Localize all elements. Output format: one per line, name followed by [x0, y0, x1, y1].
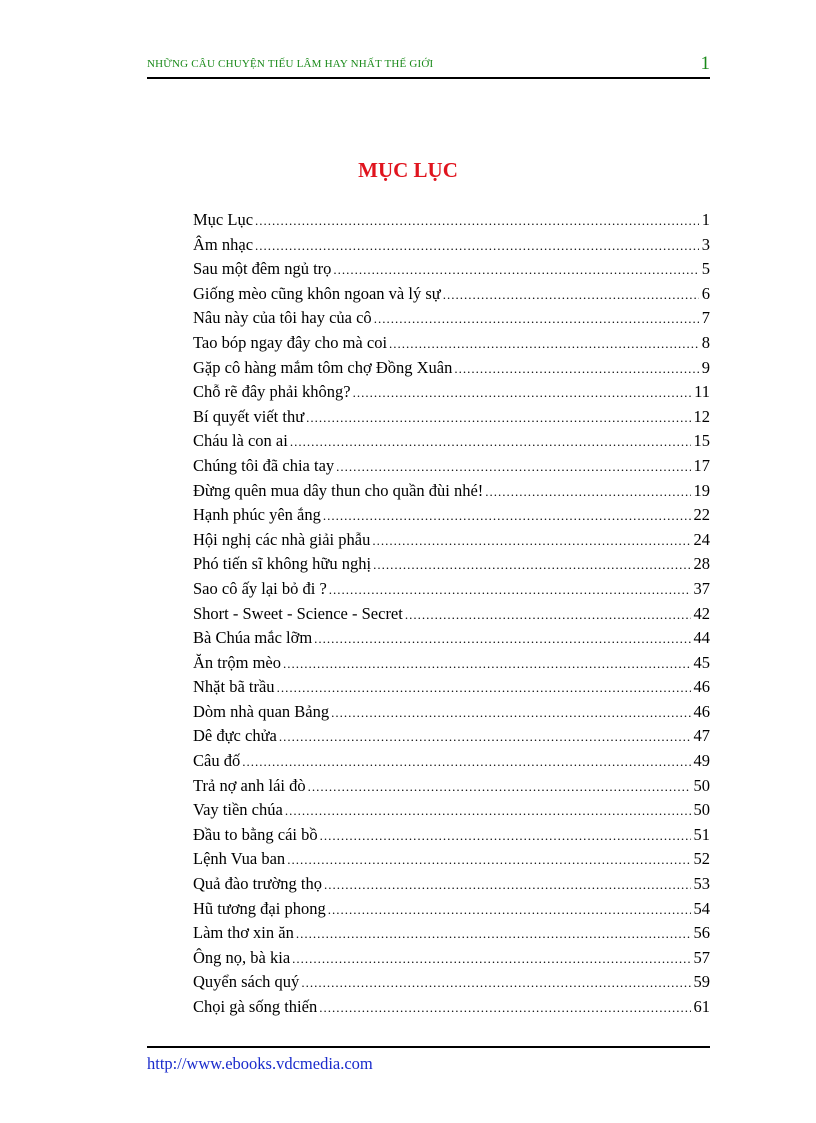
toc-entry[interactable]: [193, 284, 710, 309]
toc-entry-page: 17: [693, 455, 710, 475]
toc-entry[interactable]: [193, 456, 710, 481]
toc-entry-label: Quả đào trường thọ: [193, 874, 323, 894]
toc-entry-label: Hạnh phúc yên ắng: [193, 505, 321, 525]
toc-entry-label: Dê đực chửa: [193, 726, 277, 746]
toc-entry-label: Ông nọ, bà kia: [193, 947, 291, 967]
toc-entry-page: 56: [693, 923, 710, 943]
toc-entry[interactable]: [193, 948, 710, 973]
toc-entry-label: Cháu là con ai: [193, 431, 288, 451]
toc-entry-label: Đầu to bằng cái bồ: [193, 824, 318, 844]
toc-entry[interactable]: [193, 997, 710, 1022]
toc-entry-label: Bà Chúa mắc lỡm: [193, 628, 313, 648]
toc-entry-label: Gặp cô hàng mắm tôm chợ Đồng Xuân: [193, 357, 453, 377]
toc-entry-page: 45: [693, 652, 710, 672]
toc-entry-page: 46: [693, 677, 710, 697]
dot-leader: [255, 238, 699, 254]
dot-leader: [283, 656, 691, 672]
toc-entry[interactable]: [193, 653, 710, 678]
toc-entry-label: Tao bóp ngay đây cho mà coi: [193, 332, 388, 352]
toc-entry-label: Dòm nhà quan Bảng: [193, 701, 330, 721]
toc-entry-label: Đừng quên mua dây thun cho quần đùi nhé!: [193, 480, 484, 500]
website-link[interactable]: http://www.ebooks.vdcmedia.com: [147, 1054, 373, 1073]
page-footer: [147, 1046, 710, 1073]
toc-entry[interactable]: [193, 849, 710, 874]
toc-entry-label: Sao cô ấy lại bỏ đi ?: [193, 578, 327, 598]
toc-entry-label: Chọi gà sống thiến: [193, 997, 318, 1016]
dot-leader: [290, 434, 691, 450]
dot-leader: [329, 582, 691, 598]
book-title: NHỮNG CÂU CHUYỆN TIẾU LÂM HAY NHẤT THẾ GIỚI: [147, 58, 434, 70]
toc-entry[interactable]: [193, 210, 710, 235]
dot-leader: [277, 680, 691, 696]
toc-entry-page: 53: [693, 874, 710, 894]
toc-entry[interactable]: [193, 579, 710, 604]
toc-entry-label: Vay tiền chúa: [193, 800, 283, 820]
toc-entry-label: Hũ tương đại phong: [193, 898, 326, 918]
toc-entry-page: 47: [693, 726, 710, 746]
toc-entry[interactable]: [193, 628, 710, 653]
toc-entry-page: 37: [693, 578, 710, 598]
toc-entry-page: 15: [693, 431, 710, 451]
toc-entry[interactable]: [193, 972, 710, 997]
table-of-contents: [193, 210, 710, 1022]
toc-entry-page: 57: [693, 947, 710, 967]
toc-entry-page: 46: [693, 701, 710, 721]
toc-heading: MỤC LỤC: [358, 158, 458, 182]
toc-entry-label: Nâu này của tôi hay của cô: [193, 308, 372, 328]
toc-entry[interactable]: [193, 358, 710, 383]
dot-leader: [389, 336, 699, 352]
toc-entry-page: 54: [693, 898, 710, 918]
toc-entry-page: 1: [701, 210, 710, 229]
toc-entry-page: 24: [693, 529, 710, 549]
toc-entry-page: 50: [693, 775, 710, 795]
toc-entry-label: Hội nghị các nhà giải phẫu: [193, 529, 371, 549]
dot-leader: [301, 975, 690, 991]
toc-entry-page: 28: [693, 554, 710, 574]
toc-entry-page: 22: [693, 505, 710, 525]
toc-entry-label: Mục Lục: [193, 210, 254, 229]
toc-entry-label: Short - Sweet - Science - Secret: [193, 603, 403, 623]
toc-entry-label: Phó tiến sĩ không hữu nghị: [193, 554, 372, 574]
toc-entry-page: 61: [693, 997, 710, 1016]
toc-entry-label: Chúng tôi đã chia tay: [193, 455, 335, 475]
dot-leader: [285, 803, 691, 819]
toc-entry-page: 8: [701, 332, 710, 352]
dot-leader: [405, 607, 691, 623]
toc-entry-label: Trả nợ anh lái đò: [193, 775, 306, 795]
dot-leader: [296, 926, 691, 942]
toc-entry-page: 9: [701, 357, 710, 377]
toc-entry[interactable]: [193, 702, 710, 727]
toc-entry[interactable]: [193, 751, 710, 776]
toc-entry-label: Ăn trộm mèo: [193, 652, 281, 672]
dot-leader: [287, 852, 690, 868]
dot-leader: [353, 385, 691, 401]
toc-entry-label: Câu đố: [193, 751, 241, 771]
dot-leader: [331, 705, 690, 721]
page-header: [147, 55, 710, 79]
toc-entry-page: 50: [693, 800, 710, 820]
toc-entry[interactable]: [193, 505, 710, 530]
toc-entry-page: 11: [694, 382, 710, 402]
toc-entry[interactable]: [193, 776, 710, 801]
dot-leader: [454, 361, 698, 377]
dot-leader: [374, 311, 699, 327]
toc-entry[interactable]: [193, 259, 710, 284]
toc-entry[interactable]: [193, 235, 710, 260]
toc-entry[interactable]: [193, 431, 710, 456]
toc-entry[interactable]: [193, 604, 710, 629]
toc-entry[interactable]: [193, 554, 710, 579]
toc-entry-page: 19: [693, 480, 710, 500]
toc-entry-page: 59: [693, 972, 710, 992]
toc-entry-label: Lệnh Vua ban: [193, 849, 286, 869]
toc-entry[interactable]: [193, 800, 710, 825]
toc-entry-page: 52: [693, 849, 710, 869]
toc-entry-page: 5: [701, 259, 710, 279]
toc-entry-page: 12: [693, 406, 710, 426]
dot-leader: [323, 508, 691, 524]
toc-entry-page: 42: [693, 603, 710, 623]
toc-entry[interactable]: [193, 874, 710, 899]
toc-entry-page: 49: [693, 751, 710, 771]
page-number: 1: [700, 53, 710, 74]
toc-entry[interactable]: [193, 899, 710, 924]
toc-entry-label: Chỗ rẽ đây phải không?: [193, 382, 351, 402]
dot-leader: [306, 410, 690, 426]
dot-leader: [333, 262, 698, 278]
toc-entry[interactable]: [193, 308, 710, 333]
toc-entry[interactable]: [193, 923, 710, 948]
dot-leader: [242, 754, 690, 770]
toc-entry-label: Bí quyết viết thư: [193, 406, 305, 426]
dot-leader: [308, 779, 691, 795]
toc-entry-label: Giống mèo cũng khôn ngoan và lý sự: [193, 283, 441, 303]
toc-entry-page: 51: [693, 824, 710, 844]
toc-entry-label: Âm nhạc: [193, 234, 254, 254]
toc-entry-page: 7: [701, 308, 710, 328]
toc-entry-label: Quyển sách quý: [193, 972, 300, 992]
toc-entry[interactable]: [193, 530, 710, 555]
toc-entry[interactable]: [193, 407, 710, 432]
dot-leader: [292, 951, 690, 967]
dot-leader: [279, 729, 691, 745]
dot-leader: [320, 828, 691, 844]
toc-entry[interactable]: [193, 825, 710, 850]
toc-entry[interactable]: [193, 677, 710, 702]
toc-entry-page: 44: [693, 628, 710, 648]
toc-entry[interactable]: [193, 382, 710, 407]
dot-leader: [373, 557, 690, 573]
dot-leader: [443, 287, 699, 303]
toc-entry[interactable]: [193, 333, 710, 358]
toc-entry-label: Sau một đêm ngủ trọ: [193, 259, 332, 279]
toc-entry-page: 6: [701, 283, 710, 303]
dot-leader: [372, 533, 690, 549]
dot-leader: [328, 902, 691, 918]
dot-leader: [485, 484, 690, 500]
toc-entry-label: Nhặt bã trầu: [193, 677, 275, 697]
toc-entry-label: Làm thơ xin ăn: [193, 923, 294, 943]
toc-entry-page: 3: [701, 234, 710, 254]
toc-entry[interactable]: [193, 481, 710, 506]
dot-leader: [319, 1000, 690, 1016]
toc-entry[interactable]: [193, 726, 710, 751]
dot-leader: [324, 877, 690, 893]
dot-leader: [255, 213, 699, 229]
dot-leader: [314, 631, 690, 647]
dot-leader: [336, 459, 690, 475]
